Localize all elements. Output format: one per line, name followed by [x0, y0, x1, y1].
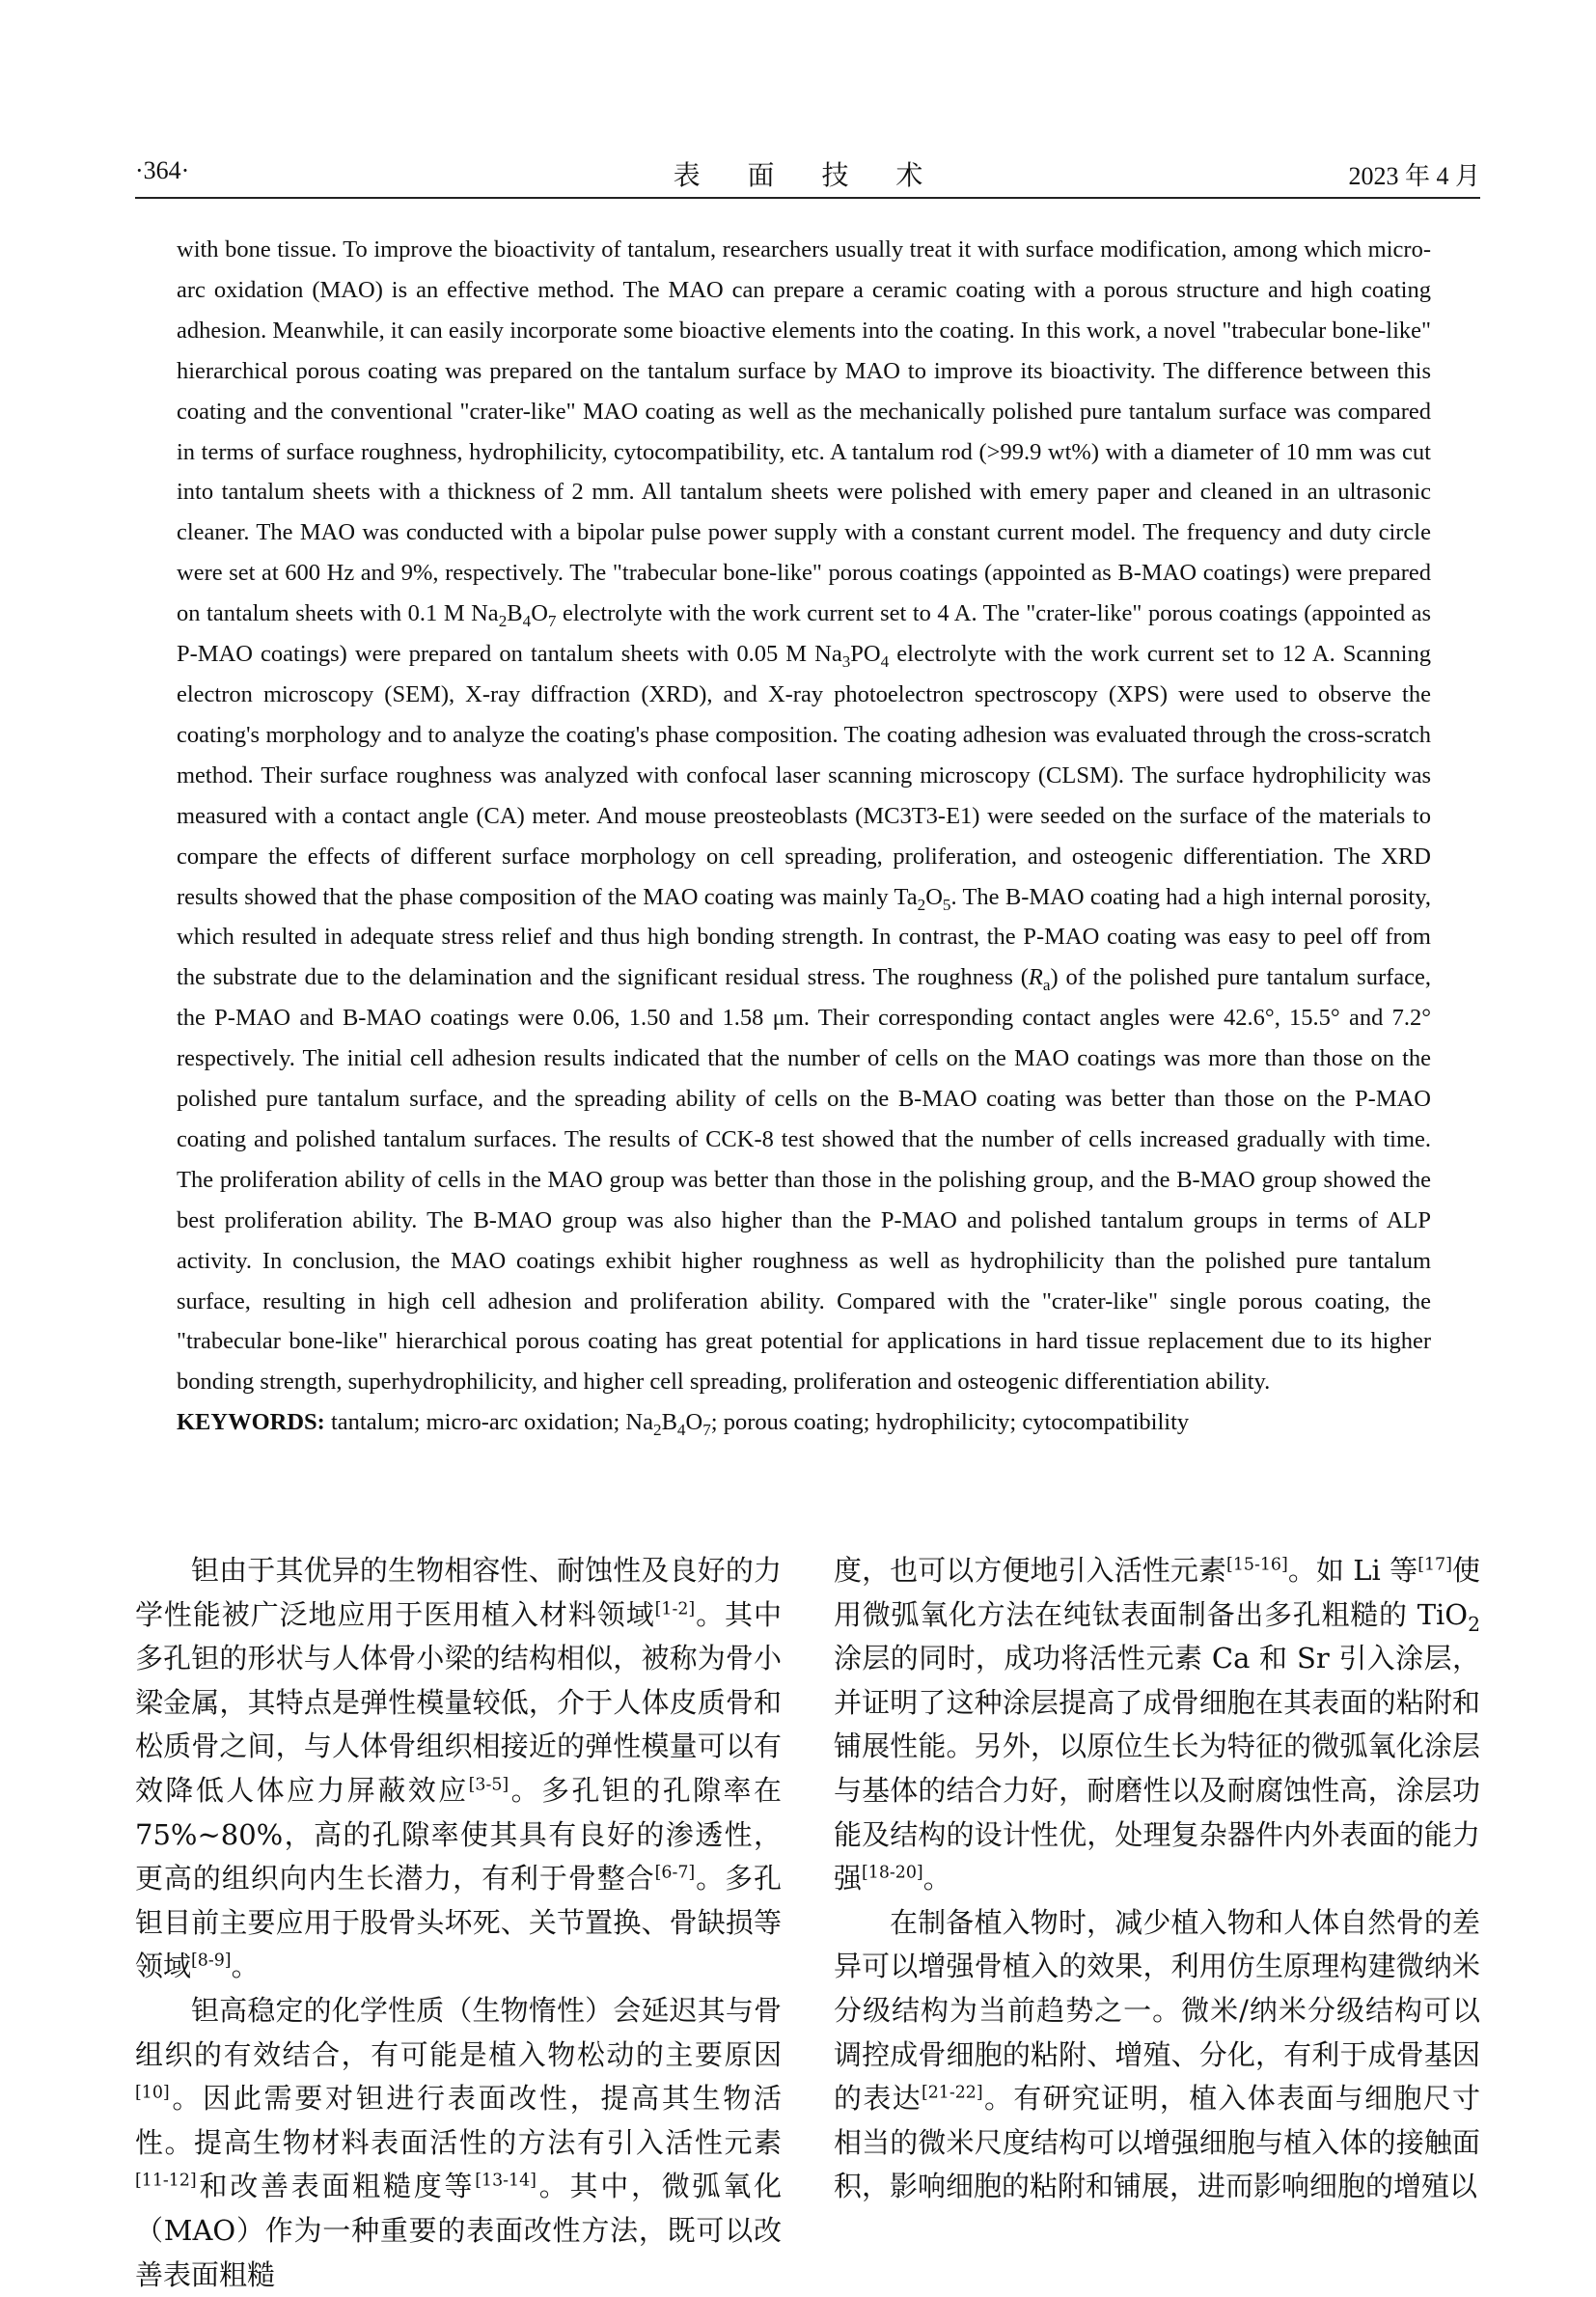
- keywords: KEYWORDS: tantalum; micro-arc oxidation; $Na_2B_4O_7$; porous coating; hydrophilicity; cytocompatibility: [177, 1409, 1190, 1440]
- body-paragraph: 度，也可以方便地引入活性元素[15-16]。如 Li 等[17]使用微弧氧化方法在纯钛表面制备出多孔粗糙的 TiO$_2$ 涂层的同时，成功将活性元素 Ca 和 Sr 引入涂层，并证明了这种涂层提高了成骨细胞在其表面的粘附和铺展性能。另外，以原位生长为特征的微弧氧化涂层与基体的结合力好，耐磨性以及耐腐蚀性高，涂层功能及结构的设计性优，处理复杂器件内外表面的能力强[18-20]。: [834, 1554, 1480, 1896]
- running-header: [135, 152, 1480, 199]
- issue-date: 2023 年 4 月: [1348, 162, 1480, 190]
- keywords-label: KEYWORDS:: [177, 1409, 325, 1436]
- citation: [13-14]: [475, 2171, 537, 2191]
- right-column: [834, 1549, 1480, 2209]
- citation: [21-22]: [921, 2083, 983, 2103]
- citation: [18-20]: [862, 1863, 923, 1883]
- citation: [3-5]: [468, 1775, 509, 1795]
- citation: [8-9]: [191, 1951, 232, 1971]
- citation: [6-7]: [654, 1863, 696, 1883]
- citation: [15-16]: [1226, 1555, 1288, 1575]
- body-paragraph: 钽高稳定的化学性质（生物惰性）会延迟其与骨组织的有效结合，有可能是植入物松动的主要原因[10]。因此需要对钽进行表面改性，提高其生物活性。提高生物材料表面活性的方法有引入活性元素[11-12]和改善表面粗糙度等[13-14]。其中，微弧氧化（MAO）作为一种重要的表面改性方法，既可以改善表面粗糙: [135, 1993, 782, 2291]
- left-column: [135, 1549, 782, 2297]
- journal-title: 表 面 技 术: [673, 159, 943, 191]
- body-paragraph: 钽由于其优异的生物相容性、耐蚀性及良好的力学性能被广泛地应用于医用植入材料领域[1-2]。其中多孔钽的形状与人体骨小梁的结构相似，被称为骨小梁金属，其特点是弹性模量较低，介于人体皮质骨和松质骨之间，与人体骨组织相接近的弹性模量可以有效降低人体应力屏蔽效应[3-5]。多孔钽的孔隙率在75%~80%，高的孔隙率使其具有良好的渗透性，更高的组织向内生长潜力，有利于骨整合[6-7]。多孔钽目前主要应用于股骨头坏死、关节置换、骨缺损等领域[8-9]。: [135, 1554, 782, 1983]
- citation: [10]: [135, 2083, 170, 2103]
- english-abstract: [177, 230, 1431, 1443]
- citation: [17]: [1417, 1555, 1452, 1575]
- citation: [1-2]: [654, 1598, 696, 1619]
- citation: [11-12]: [135, 2171, 197, 2191]
- abstract-paragraph: with bone tissue. To improve the bioactivity of tantalum, researchers usually treat it with surface modification, among which micro-arc oxidation (MAO) is an effective method. The MAO can prepare a ceramic coating with a porous structure and high coating adhesion. Meanwhile, it can easily incorporate some bioactive elements into the coating. In this work, a novel "trabecular bone-like" hierarchical porous coating was prepared on the tantalum surface by MAO to improve its bioactivity. The difference between this coating and the conventional "crater-like" MAO coating as well as the mechanically polished pure tantalum surface was compared in terms of surface roughness, hydrophilicity, cytocompatibility, etc. A tantalum rod (>99.9 wt%) with a diameter of 10 mm was cut into tantalum sheets with a thickness of 2 mm. All tantalum sheets were polished with emery paper and cleaned in an ultrasonic cleaner. The MAO was conducted with a bipolar pulse power supply with a constant current model. The frequency and duty circle were set at 600 Hz and 9%, respectively. The "trabecular bone-like" porous coatings (appointed as B-MAO coatings) were prepared on tantalum sheets with 0.1 M $Na_2B_4O_7$ electrolyte with the work current set to 4 A. The "crater-like" porous coatings (appointed as P-MAO coatings) were prepared on tantalum sheets with 0.05 M $Na_3PO_4$ electrolyte with the work current set to 12 A. Scanning electron microscopy (SEM), X-ray diffraction (XRD), and X-ray photoelectron spectroscopy (XPS) were used to observe the coating's morphology and to analyze the coating's phase composition. The coating adhesion was evaluated through the cross-scratch method. Their surface roughness was analyzed with confocal laser scanning microscopy (CLSM). The surface hydrophilicity was measured with a contact angle (CA) meter. And mouse preosteoblasts (MC3T3-E1) were seeded on the surface of the materials to compare the effects of different surface morphology on cell spreading, proliferation, and osteogenic differentiation. The XRD results showed that the phase composition of the MAO coating was mainly $Ta_2O_5$. The B-MAO coating had a high internal porosity, which resulted in adequate stress relief and thus high bonding strength. In contrast, the P-MAO coating was easy to peel off from the substrate due to the delamination and the significant residual stress. The roughness $(R_a)$ of the polished pure tantalum surface, the P-MAO and B-MAO coatings were 0.06, 1.50 and 1.58 μm. Their corresponding contact angles were 42.6°, 15.5° and 7.2° respectively. The initial cell adhesion results indicated that the number of cells on the MAO coatings was more than those on the polished pure tantalum surface, and the spreading ability of cells on the B-MAO coating was better than those on the P-MAO coating and polished tantalum surfaces. The results of CCK-8 test showed that the number of cells increased gradually with time. The proliferation ability of cells in the MAO group was better than those in the polishing group, and the B-MAO group showed the best proliferation ability. The B-MAO group was also higher than the P-MAO and polished tantalum groups in terms of ALP activity. In conclusion, the MAO coatings exhibit higher roughness as well as hydrophilicity than the polished pure tantalum surface, resulting in high cell adhesion and proliferation ability. Compared with the "crater-like" single porous coating, the "trabecular bone-like" hierarchical porous coating has great potential for applications in hard tissue replacement due to its higher bonding strength, superhydrophilicity, and higher cell spreading, proliferation and osteogenic differentiation ability.: [177, 236, 1432, 1396]
- body-paragraph: 在制备植入物时，减少植入物和人体自然骨的差异可以增强骨植入的效果，利用仿生原理构建微纳米分级结构为当前趋势之一。微米/纳米分级结构可以调控成骨细胞的粘附、增殖、分化，有利于成骨基因的表达[21-22]。有研究证明，植入体表面与细胞尺寸相当的微米尺度结构可以增强细胞与植入体的接触面积，影响细胞的粘附和铺展，进而影响细胞的增殖以: [834, 1905, 1480, 2203]
- page-number: ·364·: [135, 156, 190, 184]
